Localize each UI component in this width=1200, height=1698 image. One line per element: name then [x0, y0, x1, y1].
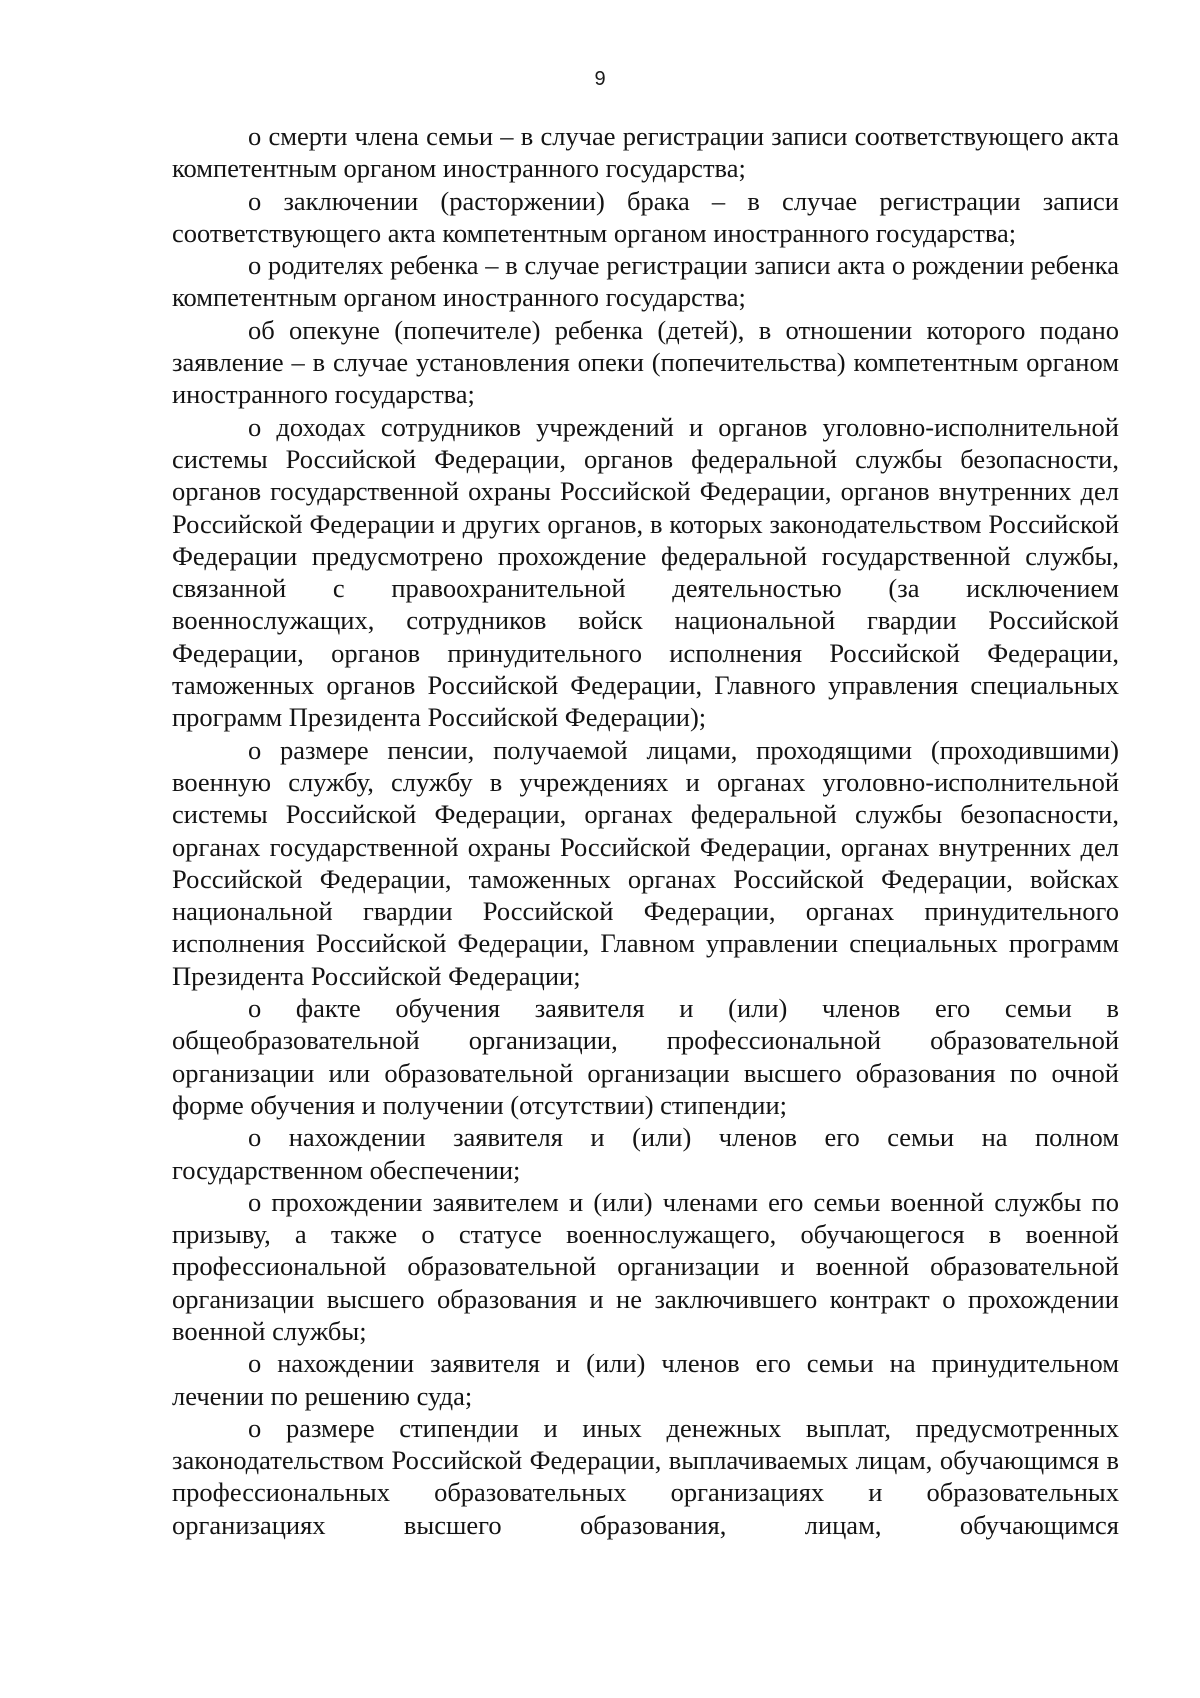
paragraph: о родителях ребенка – в случае регистрации записи акта о рождении ребенка компетентным органом иностранного государства;	[172, 250, 1119, 313]
paragraph-last: о размере стипендии и иных денежных выплат, предусмотренных законодательством Российской Федерации, выплачиваемых лицам, обучающимся в профессиональных образовательных организациях и образовательных организациях высшего образования, лицам, обучающимся	[172, 1412, 1119, 1540]
document-body	[172, 120, 1119, 1541]
paragraph: о прохождении заявителем и (или) членами его семьи военной службы по призыву, а также о статусе военнослужащего, обучающегося в военной профессиональной образовательной организации и военной образовательной организации высшего образования и не заключившего контракт о прохождении военной службы;	[172, 1186, 1119, 1346]
page-number: 9	[594, 68, 606, 90]
paragraph: о доходах сотрудников учреждений и органов уголовно-исполнительной системы Российской Федерации, органов федеральной службы безопасности, органов государственной охраны Российской Федерации, органов внутренних дел Российской Федерации и других органов, в которых законодательством Российской Федерации предусмотрено прохождение федеральной государственной службы, связанной с правоохранительной деятельностью (за исключением военнослужащих, сотрудников войск национальной гвардии Российской Федерации, органов принудительного исполнения Российской Федерации, таможенных органов Российской Федерации, Главного управления специальных программ Президента Российской Федерации);	[172, 411, 1119, 733]
paragraph: о размере пенсии, получаемой лицами, проходящими (проходившими) военную службу, службу в учреждениях и органах уголовно-исполнительной системы Российской Федерации, органах федеральной службы безопасности, органах государственной охраны Российской Федерации, органах внутренних дел Российской Федерации, таможенных органах Российской Федерации, войсках национальной гвардии Российской Федерации, органах принудительного исполнения Российской Федерации, Главном управлении специальных программ Президента Российской Федерации;	[172, 734, 1119, 991]
paragraph: о факте обучения заявителя и (или) членов его семьи в общеобразовательной организации, профессиональной образовательной организации или образовательной организации высшего образования по очной форме обучения и получении (отсутствии) стипендии;	[172, 993, 1119, 1120]
paragraph: об опекуне (попечителе) ребенка (детей), в отношении которого подано заявление – в случае установления опеки (попечительства) компетентным органом иностранного государства;	[172, 314, 1119, 410]
paragraph: о заключении (расторжении) брака – в случае регистрации записи соответствующего акта компетентным органом иностранного государства;	[172, 185, 1119, 248]
paragraph: о смерти члена семьи – в случае регистрации записи соответствующего акта компетентным органом иностранного государства;	[172, 121, 1119, 184]
paragraph: о нахождении заявителя и (или) членов его семьи на полном государственном обеспечении;	[172, 1122, 1119, 1185]
paragraph: о нахождении заявителя и (или) членов его семьи на принудительном лечении по решению суда;	[172, 1348, 1119, 1411]
